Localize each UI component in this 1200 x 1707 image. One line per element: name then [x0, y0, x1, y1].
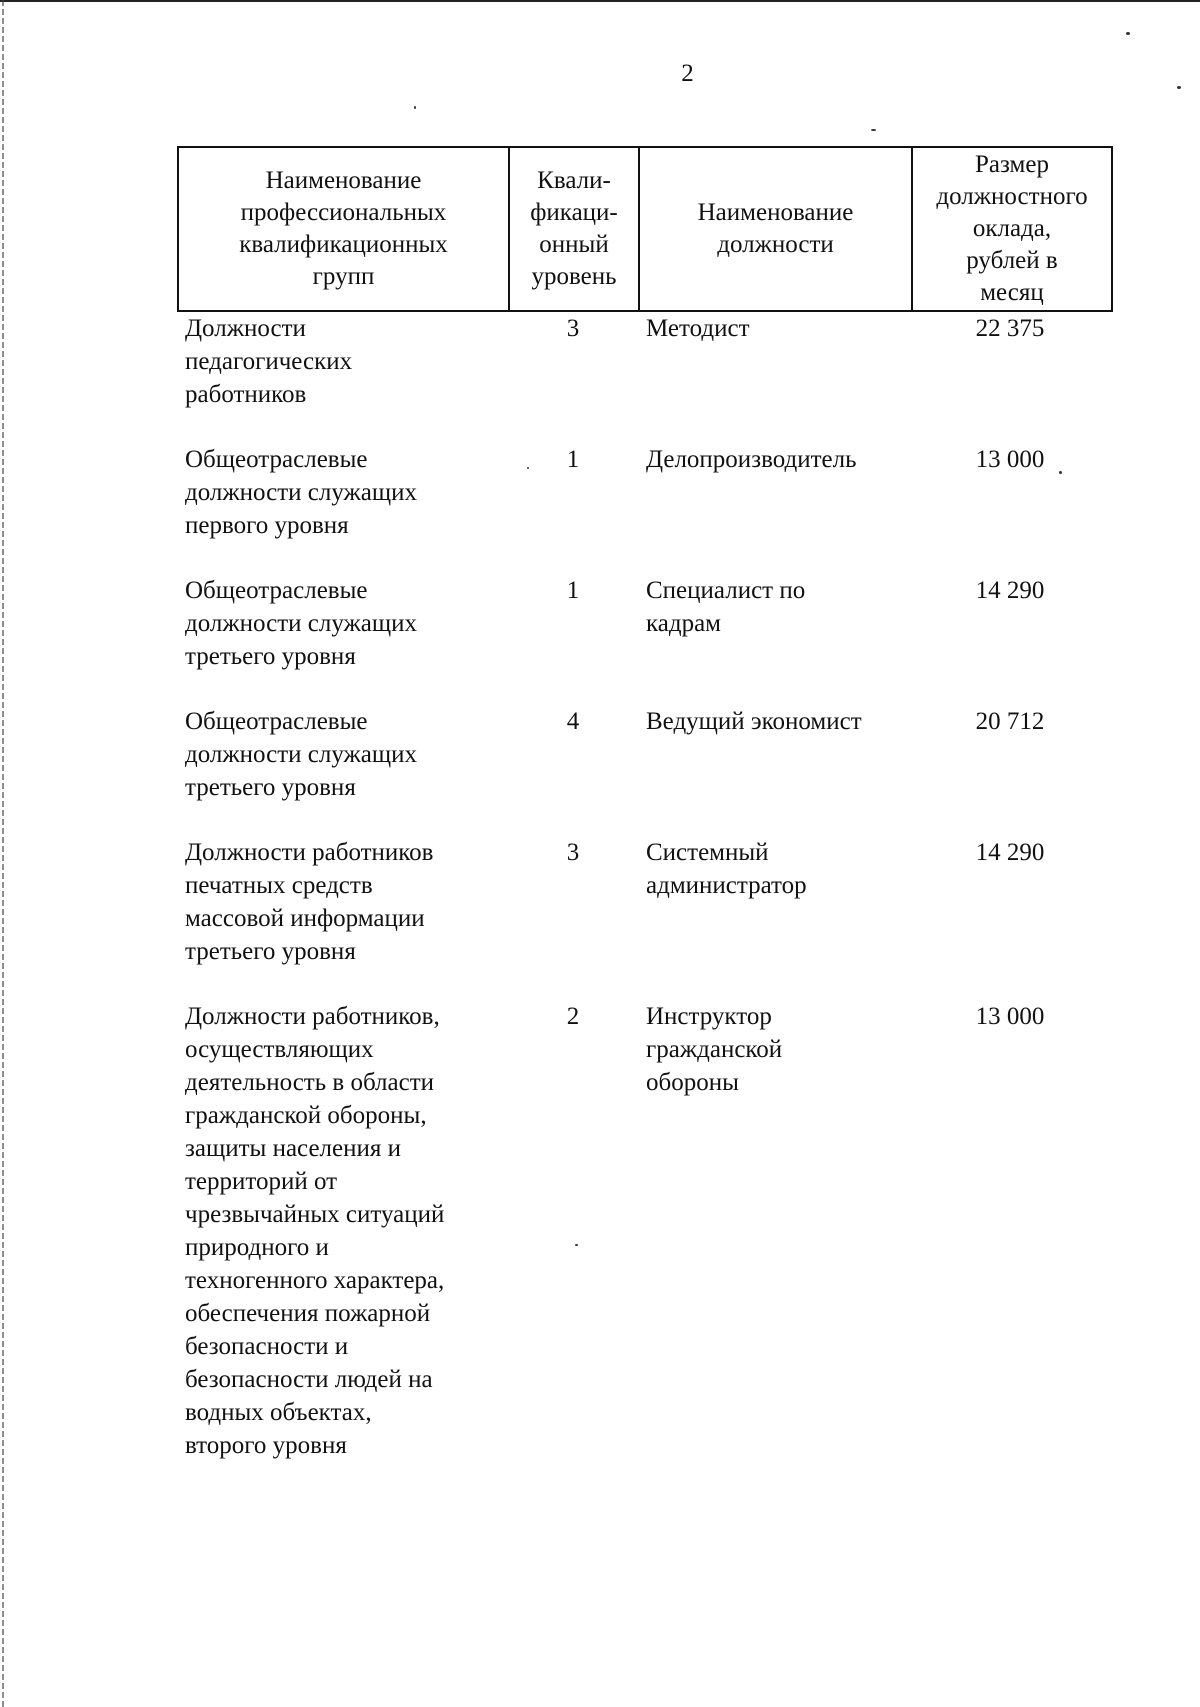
cell-line: Ведущий экономист	[646, 708, 862, 735]
cell-line: Общеотраслевые	[185, 446, 368, 473]
header-line: рублей в	[966, 247, 1058, 274]
header-position	[640, 148, 913, 310]
cell-line: второго уровня	[185, 1432, 347, 1459]
cell-line: первого уровня	[185, 512, 349, 539]
table-row	[177, 836, 1113, 968]
cell-line: Должности	[185, 315, 306, 342]
cell-level: 3	[566, 315, 580, 342]
table-row	[177, 705, 1113, 804]
cell-line: работников	[185, 381, 307, 408]
cell-line: педагогических	[185, 348, 353, 375]
scan-edge-left	[2, 0, 4, 1707]
cell-salary: 14 290	[975, 839, 1045, 866]
cell-line: территорий от	[185, 1168, 338, 1195]
header-line: Размер	[975, 151, 1049, 178]
header-line: оклада,	[972, 215, 1052, 242]
header-line: Наименование	[265, 167, 422, 194]
cell-level: 1	[566, 577, 580, 604]
scan-speck	[575, 1244, 578, 1246]
table-body	[177, 312, 1113, 1494]
header-line: профессиональных	[240, 199, 447, 226]
header-line: групп	[312, 263, 375, 290]
header-line: должности	[717, 231, 834, 258]
cell-group	[177, 443, 508, 542]
cell-group	[177, 574, 508, 673]
table-header	[177, 146, 1113, 312]
cell-line: должности служащих	[185, 479, 418, 506]
cell-line: деятельность в области	[185, 1069, 435, 1096]
cell-line: защиты населения и	[185, 1135, 402, 1162]
cell-line: Должности работников	[185, 839, 434, 866]
scan-speck	[871, 129, 876, 131]
cell-line: чрезвычайных ситуаций	[185, 1201, 445, 1228]
cell-line: должности служащих	[185, 741, 418, 768]
cell-position	[638, 705, 911, 804]
cell-line: Методист	[646, 315, 750, 342]
cell-line: гражданской обороны,	[185, 1102, 427, 1129]
cell-level: 2	[566, 1003, 580, 1030]
cell-salary: 14 290	[975, 577, 1045, 604]
cell-line: природного и	[185, 1234, 329, 1261]
header-line: Наименование	[697, 199, 854, 226]
cell-line: администратор	[646, 872, 807, 899]
scan-speck	[1059, 471, 1062, 474]
scan-speck	[527, 467, 529, 469]
table-row	[177, 443, 1113, 542]
cell-line: Инструктор	[646, 1003, 772, 1030]
table-row	[177, 312, 1113, 411]
header-group	[179, 148, 510, 310]
cell-group	[177, 1000, 508, 1462]
header-line: фикаци-	[530, 199, 618, 226]
scan-speck	[1177, 86, 1181, 89]
scan-speck	[414, 106, 416, 109]
cell-line: третьего уровня	[185, 774, 356, 801]
page-number: 2	[681, 60, 694, 87]
cell-group	[177, 836, 508, 968]
header-line: уровень	[531, 263, 617, 290]
cell-position	[638, 836, 911, 968]
cell-line: обеспечения пожарной	[185, 1300, 431, 1327]
cell-position	[638, 574, 911, 673]
cell-line: Делопроизводитель	[646, 446, 857, 473]
cell-line: Системный	[646, 839, 769, 866]
cell-line: безопасности и	[185, 1333, 349, 1360]
cell-line: водных объектах,	[185, 1399, 372, 1426]
scan-edge-top	[0, 0, 1200, 2]
cell-level: 3	[566, 839, 580, 866]
cell-line: третьего уровня	[185, 938, 356, 965]
cell-position	[638, 1000, 911, 1462]
header-level	[510, 148, 640, 310]
cell-salary: 13 000	[975, 446, 1045, 473]
scan-speck	[1126, 32, 1130, 35]
cell-line: обороны	[646, 1069, 739, 1096]
cell-level: 1	[566, 446, 580, 473]
table-row	[177, 574, 1113, 673]
cell-line: должности служащих	[185, 610, 418, 637]
header-line: онный	[539, 231, 609, 258]
cell-line: гражданской	[646, 1036, 783, 1063]
cell-position	[638, 443, 911, 542]
cell-salary: 22 375	[975, 315, 1045, 342]
cell-group	[177, 312, 508, 411]
cell-line: массовой информации	[185, 905, 425, 932]
cell-level: 4	[566, 708, 580, 735]
cell-salary: 20 712	[975, 708, 1045, 735]
cell-line: безопасности людей на	[185, 1366, 433, 1393]
cell-line: печатных средств	[185, 872, 373, 899]
cell-line: Должности работников,	[185, 1003, 440, 1030]
header-line: Квали-	[537, 167, 611, 194]
table-row	[177, 1000, 1113, 1462]
cell-line: третьего уровня	[185, 643, 356, 670]
header-line: должностного	[936, 183, 1088, 210]
header-line: квалификационных	[239, 231, 448, 258]
cell-line: Общеотраслевые	[185, 577, 368, 604]
cell-line: техногенного характера,	[185, 1267, 445, 1294]
cell-salary: 13 000	[975, 1003, 1045, 1030]
cell-group	[177, 705, 508, 804]
cell-line: Общеотраслевые	[185, 708, 368, 735]
header-salary	[913, 148, 1111, 310]
cell-line: осуществляющих	[185, 1036, 374, 1063]
cell-line: Специалист по	[646, 577, 806, 604]
cell-position	[638, 312, 911, 411]
header-line: месяц	[980, 279, 1044, 306]
cell-line: кадрам	[646, 610, 721, 637]
